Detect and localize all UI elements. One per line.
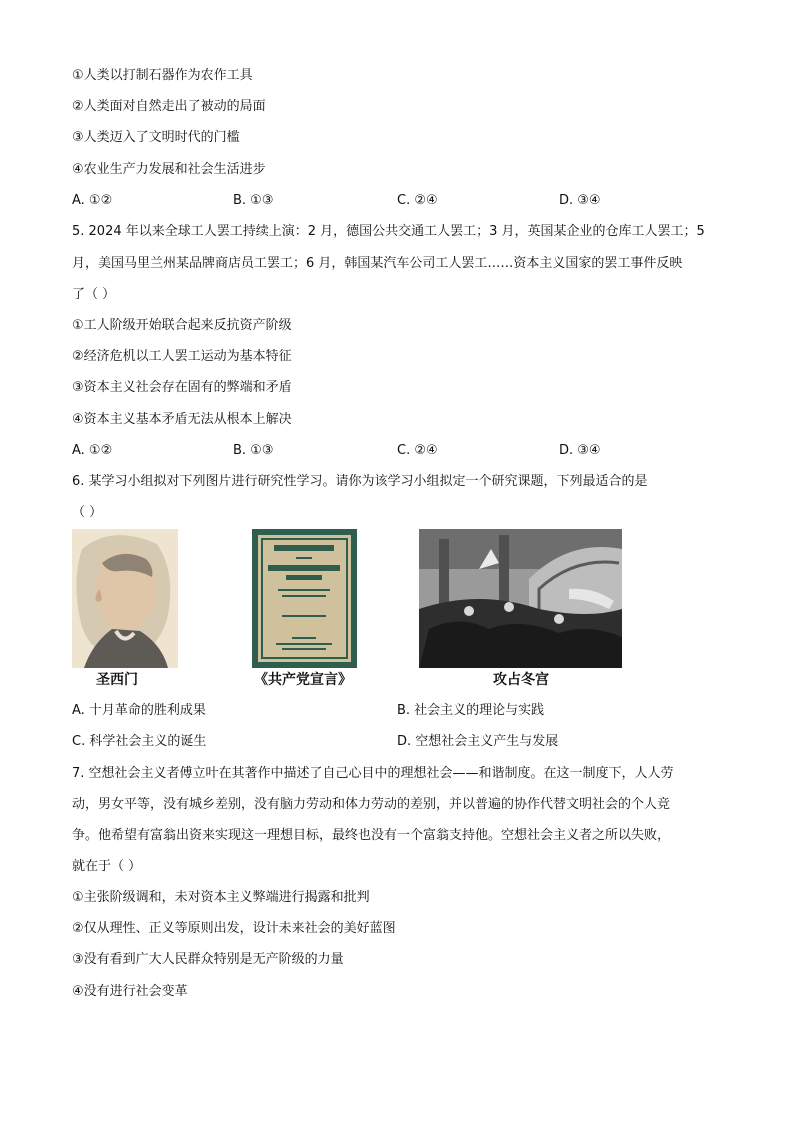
q5-item-3: ③资本主义社会存在固有的弊端和矛盾	[72, 380, 292, 395]
q4-item-1: ①人类以打制石器作为农作工具	[72, 68, 253, 83]
q5-stem-line-2: 月，美国马里兰州某品牌商店员工罢工；6 月，韩国某汽车公司工人罢工……资本主义国家的罢工事件反映	[72, 256, 683, 271]
caption-saint-simon: 圣西门	[96, 672, 138, 688]
q4-option-d[interactable]: D. ③④	[559, 193, 601, 208]
q7-stem-line-4: 就在于（ ）	[72, 859, 142, 874]
q7-item-3: ③没有看到广大人民群众特别是无产阶级的力量	[72, 952, 344, 967]
q4-options	[72, 191, 732, 211]
q4-item-2: ②人类面对自然走出了被动的局面	[72, 99, 266, 114]
q4-option-a[interactable]: A. ①②	[72, 193, 113, 208]
communist-manifesto-cover	[252, 529, 357, 668]
storming-winter-palace-engraving	[419, 529, 622, 668]
q7-item-1: ①主张阶级调和，未对资本主义弊端进行揭露和批判	[72, 890, 370, 905]
q7-item-2: ②仅从理性、正义等原则出发，设计未来社会的美好蓝图	[72, 921, 396, 936]
q6-option-c[interactable]: C. 科学社会主义的诞生	[72, 734, 207, 749]
q7-item-4: ④没有进行社会变革	[72, 984, 188, 999]
q6-option-d[interactable]: D. 空想社会主义产生与发展	[397, 734, 559, 749]
q6-option-b[interactable]: B. 社会主义的理论与实践	[397, 703, 545, 718]
q5-stem-line-1: 5. 2024 年以来全球工人罢工持续上演：2 月，德国公共交通工人罢工；3 月，英国某企业的仓库工人罢工；5	[72, 224, 705, 239]
q6-option-a[interactable]: A. 十月革命的胜利成果	[72, 703, 206, 718]
q5-item-4: ④资本主义基本矛盾无法从根本上解决	[72, 412, 292, 427]
q4-item-4: ④农业生产力发展和社会生活进步	[72, 162, 266, 177]
q5-stem-line-3: 了（ ）	[72, 287, 116, 302]
q5-option-d[interactable]: D. ③④	[559, 443, 601, 458]
communist-manifesto-cover-icon	[252, 529, 357, 668]
q5-option-b[interactable]: B. ①③	[233, 443, 274, 458]
saint-simon-portrait	[72, 529, 178, 668]
q7-stem-line-2: 动，男女平等，没有城乡差别，没有脑力劳动和体力劳动的差别，并以普遍的协作代替文明社会的个人竞	[72, 797, 671, 812]
storming-winter-palace-icon	[419, 529, 622, 668]
q4-option-c[interactable]: C. ②④	[397, 193, 438, 208]
q4-option-b[interactable]: B. ①③	[233, 193, 274, 208]
q5-item-2: ②经济危机以工人罢工运动为基本特征	[72, 349, 292, 364]
q6-stem-line-1: 6. 某学习小组拟对下列图片进行研究性学习。请你为该学习小组拟定一个研究课题，下列最适合的是	[72, 474, 648, 489]
q5-option-a[interactable]: A. ①②	[72, 443, 113, 458]
q6-options-row-2	[72, 732, 732, 752]
q7-stem-line-3: 争。他希望有富翁出资来实现这一理想目标，最终也没有一个富翁支持他。空想社会主义者之所以失败，	[72, 828, 671, 843]
q6-options-row-1	[72, 701, 732, 721]
q5-options	[72, 441, 732, 461]
q4-item-3: ③人类迈入了文明时代的门槛	[72, 130, 240, 145]
q5-item-1: ①工人阶级开始联合起来反抗资产阶级	[72, 318, 292, 333]
q6-stem-line-2: （ ）	[72, 505, 103, 520]
q5-option-c[interactable]: C. ②④	[397, 443, 438, 458]
caption-communist-manifesto: 《共产党宣言》	[254, 672, 352, 688]
caption-storming-winter-palace: 攻占冬宫	[493, 672, 549, 688]
saint-simon-portrait-icon	[72, 529, 178, 668]
q7-stem-line-1: 7. 空想社会主义者傅立叶在其著作中描述了自己心目中的理想社会——和谐制度。在这一制度下，人人劳	[72, 766, 674, 781]
